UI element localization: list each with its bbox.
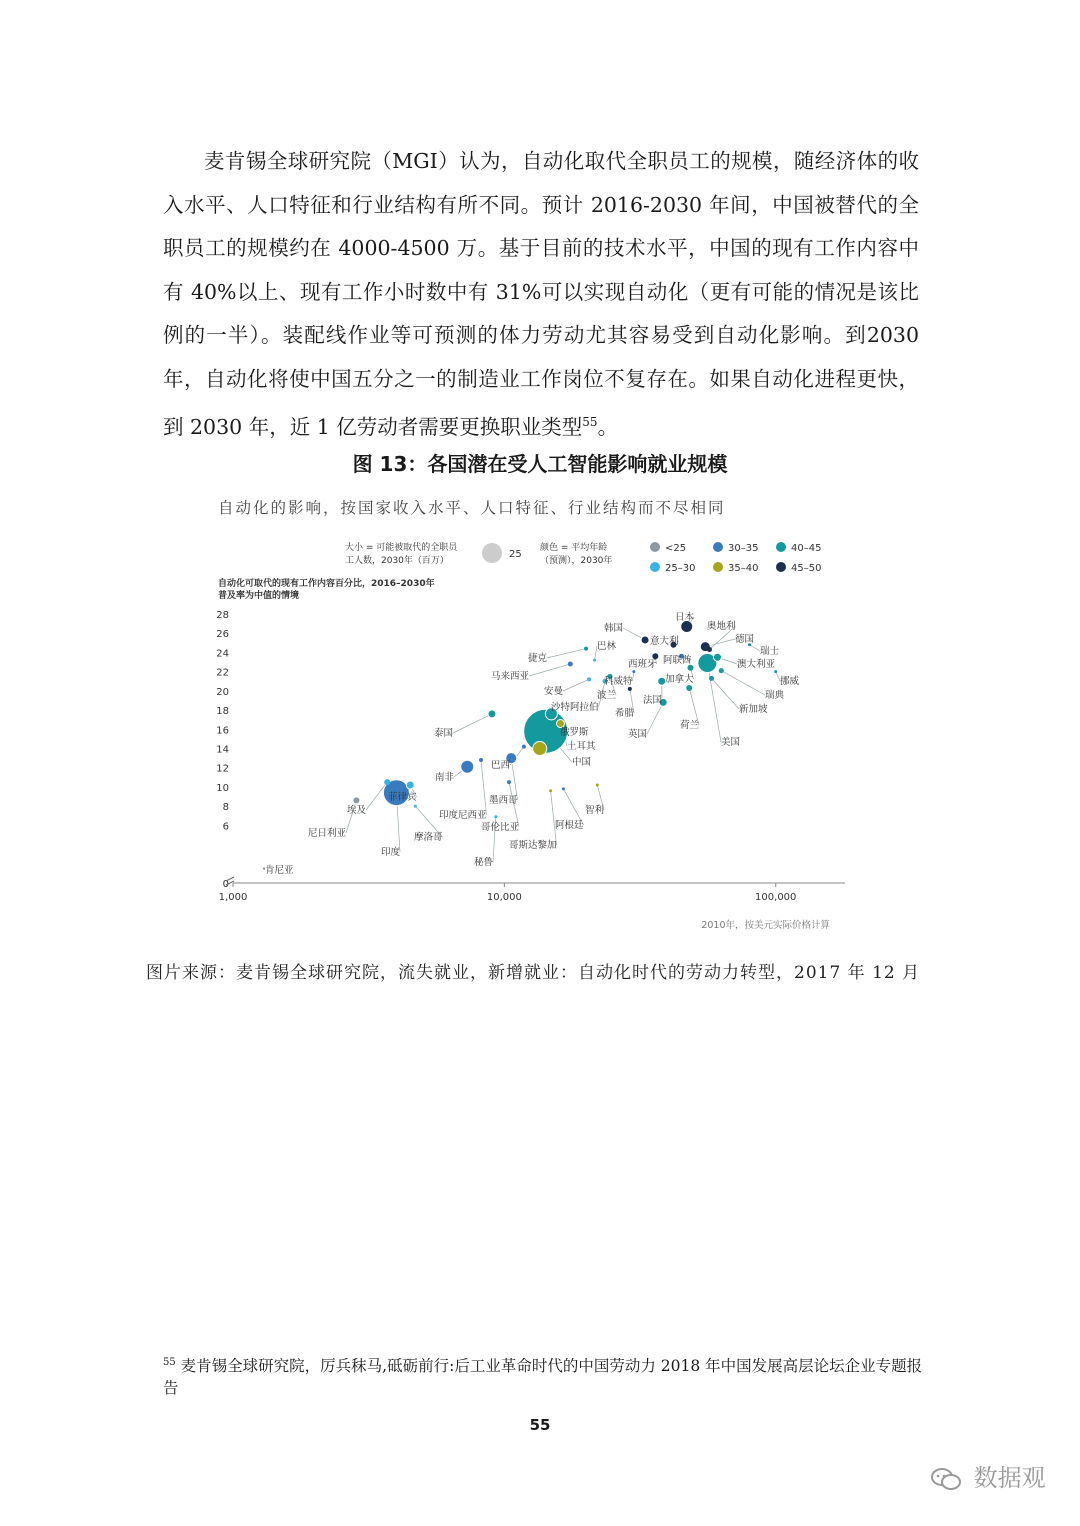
point-label: 泰国 (434, 728, 454, 739)
leader-line (529, 664, 570, 676)
point-label: 墨西哥 (489, 795, 518, 806)
legend-label-2: 30–35 (728, 543, 759, 554)
body-paragraph (163, 140, 919, 449)
point-label: 俄罗斯 (560, 727, 589, 738)
y-tick-label: 0 (222, 879, 229, 890)
data-point (707, 647, 712, 652)
data-point (596, 784, 599, 787)
y-tick-label: 22 (216, 667, 229, 679)
y-tick-label: 24 (216, 648, 229, 660)
size-legend-label-2: 工人数，2030年（百万） (345, 556, 449, 566)
data-point (353, 797, 360, 804)
data-point (494, 815, 497, 818)
point-label: 土耳其 (567, 741, 596, 752)
point-label: 瑞典 (765, 690, 785, 701)
legend-swatch-2 (713, 542, 723, 552)
point-label: 巴西 (491, 760, 511, 771)
point-label: 捷克 (528, 653, 548, 664)
data-point (507, 780, 511, 784)
point-label: 巴林 (597, 641, 617, 652)
point-label: 意大利 (650, 636, 679, 647)
data-point (479, 758, 483, 762)
leader-line (547, 649, 586, 658)
legend-label-0: <25 (665, 543, 687, 554)
y-tick-label: 18 (216, 706, 229, 718)
y-tick-label: 28 (216, 610, 229, 621)
leader-line (481, 760, 487, 815)
footnote-ref: 55 (582, 415, 598, 429)
data-point (562, 787, 565, 790)
legend-swatch-0 (650, 542, 660, 552)
y-tick-label: 12 (216, 763, 229, 775)
point-label: 荷兰 (680, 720, 700, 731)
size-legend-value: 25 (509, 549, 522, 560)
data-point (713, 653, 721, 661)
data-point (461, 760, 474, 773)
point-label: 菲律宾 (388, 792, 417, 803)
point-label: 阿联酋 (663, 655, 692, 666)
y-tick-label: 6 (222, 821, 229, 833)
footnote-text: 麦肯锡全球研究院，厉兵秣马,砥砺前行:后工业革命时代的中国劳动力 2018 年中国发展高层论坛企业专题报告 (163, 1357, 923, 1398)
data-point (641, 636, 649, 644)
point-label: 波兰 (597, 690, 617, 701)
data-point (584, 647, 588, 651)
leader-line (707, 663, 721, 742)
color-legend (650, 542, 821, 574)
figure-source: 图片来源：麦肯锡全球研究院，流失就业，新增就业：自动化时代的劳动力转型，2017 年 12 月 (146, 963, 921, 983)
paragraph-text: 麦肯锡全球研究院（MGI）认为，自动化取代全职员工的规模，随经济体的收入水平、人口特征和行业结构有所不同。预计 2016-2030 年间，中国被替代的全职员工的规模约在 4000-4500 万。基于目前的技术水平，中国的现有工作内容中有 40%以上、现有工作小时数中有 31%可以实现自动化（更有可能的情况是该比例的一半）。装配线作业等可预测的体力劳动尤其容易受到自动化影响。到2030 年，自动化将使中国五分之一的制造业工作岗位不复存在。如果自动化进程更快，到 2030 年，近 1 亿劳动者需要更换职业类型$^{55}$。 (163, 149, 920, 439)
point-label: 澳大利亚 (737, 659, 776, 670)
x-axis-label: 2010年，按美元实际价格计算 (701, 920, 830, 931)
point-label: 埃及 (347, 805, 367, 816)
data-point (628, 687, 632, 691)
legend-swatch-4 (776, 542, 786, 552)
data-point (549, 789, 552, 792)
scatter-chart (200, 530, 880, 940)
size-legend-label-1: 大小 = 可能被取代的全职员 (345, 543, 458, 553)
point-label: 马来西亚 (491, 671, 530, 682)
data-point (384, 779, 390, 785)
footnote-number: 55 (163, 1357, 176, 1368)
point-label: 尼日利亚 (308, 828, 347, 839)
data-point (719, 668, 724, 673)
point-label: 秘鲁 (474, 857, 494, 868)
data-point (488, 710, 496, 718)
point-label: 哥伦比亚 (481, 822, 520, 833)
data-point (774, 670, 777, 673)
data-point (414, 805, 417, 808)
point-label: 希腊 (615, 708, 635, 719)
point-label: 美国 (721, 737, 741, 748)
y-axis-label (218, 577, 435, 601)
point-label: 挪威 (780, 676, 800, 687)
point-label: 奥地利 (707, 621, 736, 632)
legend-swatch-1 (650, 562, 660, 572)
point-label: 智利 (585, 805, 605, 816)
y-tick-label: 26 (216, 629, 229, 641)
point-label: 韩国 (604, 623, 624, 634)
legend-swatch-5 (776, 562, 786, 572)
point-label: 印度 (381, 847, 401, 858)
leader-line (453, 714, 492, 733)
data-point (522, 745, 526, 749)
data-point (593, 659, 596, 662)
data-point (406, 781, 414, 789)
legend-label-5: 45–50 (791, 563, 822, 574)
chat-bubbles-icon (930, 1466, 962, 1492)
y-tick-label: 20 (216, 686, 229, 698)
legend-label-1: 25–30 (665, 563, 696, 574)
leader-line (551, 791, 557, 845)
data-point (686, 685, 692, 691)
point-label: 南非 (435, 772, 455, 783)
data-point (568, 661, 573, 666)
legend-label-3: 35–40 (728, 563, 759, 574)
point-label: 加拿大 (665, 674, 694, 685)
point-label: 印度尼西亚 (439, 810, 487, 821)
x-tick-label: 1,000 (218, 892, 248, 903)
y-tick-label: 16 (216, 725, 229, 737)
point-label: 科威特 (604, 676, 633, 687)
leader-line (511, 758, 517, 800)
data-point (709, 676, 714, 681)
point-label: 法国 (643, 695, 663, 706)
y-tick-label: 14 (216, 744, 229, 756)
data-point (587, 677, 591, 681)
leader-line (749, 645, 760, 651)
point-label: 摩洛哥 (414, 832, 443, 843)
leader-line (721, 671, 765, 695)
y-axis-label-1: 自动化可取代的现有工作内容百分比，2016–2030年 (218, 579, 435, 589)
color-legend-label-2: （预测），2030年 (540, 556, 613, 566)
data-point (533, 742, 547, 756)
point-label: 德国 (735, 634, 755, 645)
watermark-text: 数据观 (973, 1464, 1046, 1492)
leader-line (563, 679, 589, 691)
y-axis-label-2: 普及率为中值的情境 (218, 591, 300, 601)
point-label: 肯尼亚 (265, 865, 294, 876)
page-number: 55 (529, 1416, 551, 1434)
figure-title: 图 13：各国潜在受人工智能影响就业规模 (352, 452, 728, 476)
y-tick-label: 8 (222, 802, 229, 814)
point-label: 安曼 (544, 686, 564, 697)
legend-label-4: 40–45 (791, 543, 822, 554)
watermark (930, 1458, 1046, 1493)
point-label: 哥斯达黎加 (509, 840, 557, 851)
legend-swatch-3 (713, 562, 723, 572)
leader-line (712, 678, 739, 709)
data-point (632, 670, 635, 673)
chart-subtitle: 自动化的影响，按国家收入水平、人口特征、行业结构而不尽相同 (218, 499, 726, 517)
x-tick-label: 10,000 (486, 892, 522, 903)
x-tick-label: 100,000 (755, 892, 797, 903)
point-label: 瑞士 (760, 646, 780, 657)
point-label: 阿根廷 (555, 820, 584, 831)
y-tick-label: 10 (216, 782, 229, 794)
size-legend (345, 541, 612, 566)
size-legend-bubble (482, 543, 502, 563)
leader-line (647, 702, 663, 734)
point-label: 新加坡 (739, 704, 768, 715)
point-label: 沙特阿拉伯 (551, 702, 599, 713)
point-label: 英国 (628, 729, 648, 740)
point-label: 西班牙 (628, 659, 657, 670)
color-legend-label-1: 颜色 = 平均年龄 (540, 543, 608, 553)
point-label: 中国 (572, 757, 592, 768)
footnote (163, 1352, 923, 1399)
point-label: 日本 (675, 612, 695, 623)
